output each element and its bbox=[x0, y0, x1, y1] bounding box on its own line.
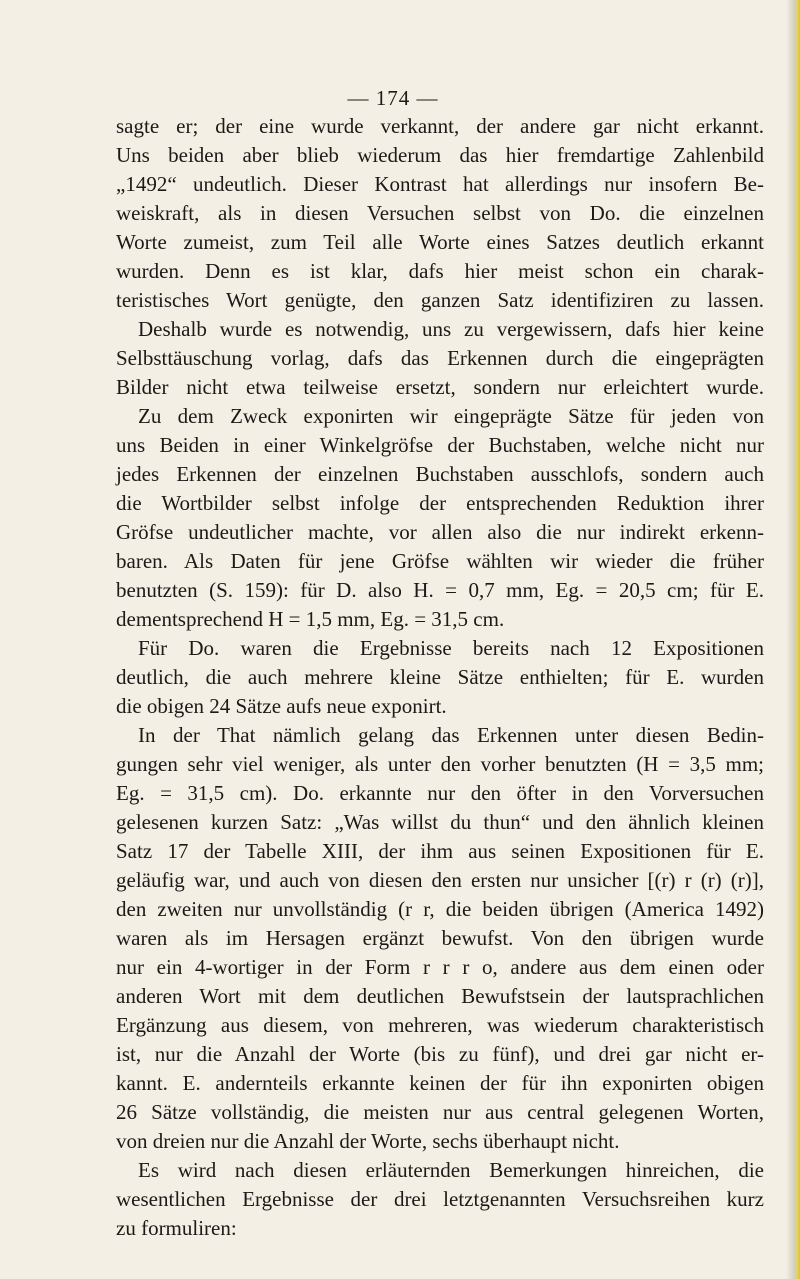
text-line: deutlich, die auch mehrere kleine Sätze enthielten; für E. wurden bbox=[116, 665, 764, 689]
page-edge bbox=[786, 0, 800, 1279]
text-line: jedes Erkennen der einzelnen Buchstaben ausschlofs, sondern auch bbox=[116, 462, 764, 486]
text-line: sagte er; der eine wurde verkannt, der andere gar nicht erkannt. bbox=[116, 114, 764, 138]
text-line: den zweiten nur unvollständig (r r, die beiden übrigen (America 1492) bbox=[116, 897, 764, 921]
text-line: anderen Wort mit dem deutlichen Bewufstsein der lautsprachlichen bbox=[116, 984, 764, 1008]
text-line: zu formuliren: bbox=[116, 1216, 237, 1240]
text-line: Bilder nicht etwa teilweise ersetzt, sondern nur erleichtert wurde. bbox=[116, 375, 764, 399]
text-line: 26 Sätze vollständig, die meisten nur aus central gelegenen Worten, bbox=[116, 1100, 764, 1124]
text-line: die obigen 24 Sätze aufs neue exponirt. bbox=[116, 694, 447, 718]
text-line: die Wortbilder selbst infolge der entsprechenden Reduktion ihrer bbox=[116, 491, 764, 515]
text-line: gungen sehr viel weniger, als unter den vorher benutzten (H = 3,5 mm; bbox=[116, 752, 764, 776]
text-line: Es wird nach diesen erläuternden Bemerkungen hinreichen, die bbox=[138, 1158, 764, 1182]
text-line: gelesenen kurzen Satz: „Was willst du thun“ und den ähnlich kleinen bbox=[116, 810, 764, 834]
text-line: wurden. Denn es ist klar, dafs hier meist schon ein charak- bbox=[116, 259, 764, 283]
text-line: Worte zumeist, zum Teil alle Worte eines Satzes deutlich erkannt bbox=[116, 230, 764, 254]
text-line: Eg. = 31,5 cm). Do. erkannte nur den öfter in den Vorversuchen bbox=[116, 781, 764, 805]
text-line: Gröfse undeutlicher machte, vor allen also die nur indirekt erkenn- bbox=[116, 520, 764, 544]
text-line: dementsprechend H = 1,5 mm, Eg. = 31,5 cm. bbox=[116, 607, 505, 631]
text-line: baren. Als Daten für jene Gröfse wählten wir wieder die früher bbox=[116, 549, 764, 573]
text-line: Für Do. waren die Ergebnisse bereits nach 12 Expositionen bbox=[138, 636, 764, 660]
text-line: Zu dem Zweck exponirten wir eingeprägte Sätze für jeden von bbox=[138, 404, 764, 428]
page-number: — 174 — bbox=[347, 86, 439, 110]
text-line: Selbsttäuschung vorlag, dafs das Erkennen durch die eingeprägten bbox=[116, 346, 764, 370]
text-line: Deshalb wurde es notwendig, uns zu vergewissern, dafs hier keine bbox=[138, 317, 764, 341]
text-line: benutzten (S. 159): für D. also H. = 0,7 mm, Eg. = 20,5 cm; für E. bbox=[116, 578, 764, 602]
text-line: uns Beiden in einer Winkelgröfse der Buchstaben, welche nicht nur bbox=[116, 433, 764, 457]
text-line: wesentlichen Ergebnisse der drei letztgenannten Versuchsreihen kurz bbox=[116, 1187, 764, 1211]
text-line: Ergänzung aus diesem, von mehreren, was wiederum charakteristisch bbox=[116, 1013, 764, 1037]
text-line: nur ein 4-wortiger in der Form r r r o, andere aus dem einen oder bbox=[116, 955, 764, 979]
text-line: Uns beiden aber blieb wiederum das hier fremdartige Zahlenbild bbox=[116, 143, 764, 167]
text-line: waren als im Hersagen ergänzt bewufst. Von den übrigen wurde bbox=[116, 926, 764, 950]
text-line: ist, nur die Anzahl der Worte (bis zu fünf), und drei gar nicht er- bbox=[116, 1042, 764, 1066]
text-line: „1492“ undeutlich. Dieser Kontrast hat allerdings nur insofern Be- bbox=[116, 172, 764, 196]
text-line: Satz 17 der Tabelle XIII, der ihm aus seinen Expositionen für E. bbox=[116, 839, 764, 863]
text-line: geläufig war, und auch von diesen den ersten nur unsicher [(r) r (r) (r)], bbox=[116, 868, 764, 892]
text-line: In der That nämlich gelang das Erkennen unter diesen Bedin- bbox=[138, 723, 764, 747]
body-text bbox=[116, 112, 764, 1243]
text-line: teristisches Wort genügte, den ganzen Satz identifiziren zu lassen. bbox=[116, 288, 764, 312]
text-line: von dreien nur die Anzahl der Worte, sechs überhaupt nicht. bbox=[116, 1129, 620, 1153]
text-line: kannt. E. andernteils erkannte keinen der für ihn exponirten obigen bbox=[116, 1071, 764, 1095]
text-line: weiskraft, als in diesen Versuchen selbst von Do. die einzelnen bbox=[116, 201, 764, 225]
